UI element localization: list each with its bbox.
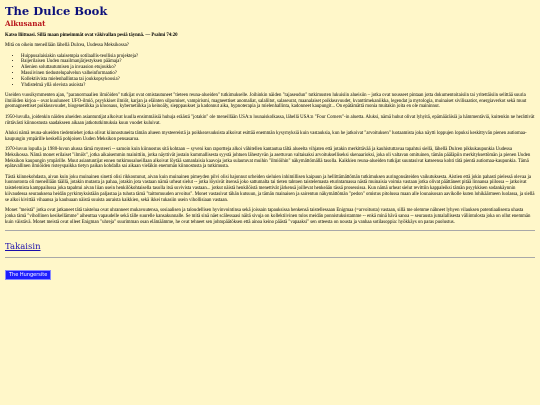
divider <box>5 257 535 258</box>
body-paragraph: 1970-luvun lopulla ja 1980-luvun alussa tämä mysteeri -- samoin kuin kiinnostus sitä kohtaan -- syveni kun raportteja alkoi vähitellen kantautua tältä alueelta vihjaten että jotakin merkittävää ja kauhistuttavaa tapahtui siellä, lähellä Dulcen pikkukaupunkia Uudessa Meksikossa. Nämä monet erilaiset "ilmiöt", jotka aikaisemmin mainittiin, jotka näyttivät jostain kummallisesta syystä johtuen lähestyvän ja asettuvan valtaisaksi arvoitukselliseksi skenaarioksi, joka oli valtavan omituinen, tämän pääläpiin merkityksettömän ja pienen Uuden Meksikon kaupungin ympärille. Muut asiantuntijat ennen tutkimusalueillaan alkoivat löytää samanlaisia kaavoja jotka sulautuvat muihin "ilmiöihin" näkymättömällä tasolla. Kaikkien reuna-alueiden tutkijat suuntasivat katseensa kohti tätä pientä autiomaa-kaupunkia. Tämä epätavallinen ilmiöiden risteyspaikka tietyn paikan kohdalla sai aikaan vieläkin enemmän kiinnostusta ja tutkimusta. <box>5 146 531 170</box>
intro-question: Mitä on oikein meneillään lähellä Dulcea, Uudessa Meksikossa? <box>5 43 129 49</box>
epigraph-quote: Katso lliittoasi. Sillä maan pimeimmät ovat väkivallan pesiä täynnä. — Psalmi 74:20 <box>5 33 178 38</box>
body-paragraph: Aluksi nämä reuna-alueiden tiedemiehet jotka olivat kiinnostuneita tämän alueen mysteereistä ja poikkeavuuksista alkoivat esittää enemmän kysymyksiä kuin vastauksia, kun he jatkoivat "arvoituksen" luotaamista joka näytti loppujen lopuksi keskittyvän pienen autiomaa-kaupungin ympärille keskellä pohjoisen Uuden Meksikon pensasaroa. <box>5 130 527 142</box>
list-item: • Huippusalaisiakin salaisempia sotilaallis-teollisia projekteja? <box>21 54 535 60</box>
body-paragraph: Useiden vuosikymmenten ajan, "paranormaalien ilmiöiden" tutkijat ovat omistautuneet "tieteen reuna-alueiden" tutkimukselle. Joihinkin näiden "rajaseudun" tutkimusten lukuisiin alueisiin – jotka ovat nousseet pintaan jotta dokumentoitaisiin tai yritettäisiin selittää suuria ilmiöiden kirjoa – ovat kuuluneet: UFO-ilmiö, psyykkiset ilmiöt, karjan ja eläinten silpomiset, vampirismi, magneettiset anomaliat, salaliitot, salaseurat, maanalaiset poikkeavuudet, kvanttimekaniikka, legendat ja mytologia, muinaiset sivilisaatiot, energiaverkot sekä muut geomagneettiset poikkeavuudet, biogenetiikka ja kloonaus, kybernetiikka ja keinoäly, siepppaukset ja kadonnut aika, hypnoterapia ja mielenhallinta, kadonneet kaupungit... On epätämättä monia muitakin joita en ole maininnut. <box>5 92 527 110</box>
list-item: • Kollektiivista mielenhallintaa tai joukkopsykoosia? <box>21 77 535 83</box>
page-title: The Dulce Book <box>5 4 108 18</box>
back-link[interactable]: Takaisin <box>5 242 41 253</box>
body-paragraph: Monet "meistä" jotka ovat jatkaneet tätä taistelua ovat uhranneet mukavuutensa, sosiaalisen ja taloudellisen hyvinvointinsa sekä joissain tapauksissa henkensä taistellessaan Enigmaa (=arvoitusta) vastaan, sillä me olemme nähneet lyhyen vilauksen potentiaalisesta uhasta jonka tämä "vihollinen kesikellämme" aiheuttaa vapaudelle sekä tälle suurelle kansakunnalle. Se mitä sinä näet scälessaasi näitä sivuja on kollektiivinen tulos meidän ponnistuksistamme -- enkä minä hävä sanoa -- seurausta jumalallisesta väliintulosta joka on ollut enemmän kuin väistävä. Monet meistä ovat olleet Enigman "uhreja" suurimman osan elämäämme, he ovat tehneet sen johtopäätöksen että ainoa keino päästä "vapaaksi" sen otteesta on nousta ja vanhaa sotilasoppia: hyökkäys on paras puolustus. <box>5 208 531 225</box>
section-heading: Alkusanat <box>5 19 46 28</box>
list-item: • Baijerilaisen Uuden maailmanjärjestyksen päämaja? <box>21 59 535 65</box>
hungersite-button[interactable]: The Hungersite <box>5 270 51 280</box>
list-item: • Massiivinen tiedustelupalvelun valheinformaatio? <box>21 71 535 77</box>
list-item: • Alienien soluttautumisen ja invaasion etujoukko? <box>21 65 535 71</box>
question-list <box>5 54 535 89</box>
list-item: • Yhdistelmä yllä olevista asioista? <box>21 83 535 89</box>
divider <box>5 230 535 231</box>
body-paragraph: 1950-luvulla, joidenkin näiden alueiden asiantuntijat alkoivat kuulla ensimmäisiä huhuja eräästä "jotakin" ole meneillään USA:n lounaiskolkassa, lähellä USA:n "Four Corners"-in aluetta. Aluksi, nämä huhut olivat lyhyitä, epämääräisiä ja hämmentäviä, kuitenkin ne herättivät riittävästi kiinnostusta saadakseen aikaan jatkotutkimuksia kuun vuodet kuluivat. <box>5 114 535 126</box>
body-paragraph: Tästä kiinnekohdasta, aivan kuin joku muinainen sinetti olisi rikkoutunut, aivan kuin muinainen pimeyden pilvi olisi hajonnut urheiden sieluien inhimillisen kaipuun ja hellittämättömän tutkimuksen auringonsäteiden vaikutuksesta. Aistien että jokin pahasti pielessä olevaa ja luonnotonta oli meneillään täällä, jotakin mutasta ja pahaa, jotakin jota vastaan nämä urheat sielut -- jotka löysivät itsensä joko sattumalta tai tieten tahtoen taistelemasta eturintamassa nästä muinaisia voimia vastaan jotka olivat päättäneet pitää linnansa piilossa -- jatkoivat taistelemista kamppailussa joka tapahtui aivan liian usein henkilökohtaisella tasolla itsä suvivista vastaan... jotkut näistä henkilöistä menettivät järkensä joillevat henkeään tässä prosessissa. Kun nämä urheat sielut revittiin kappaleiksi tämän psyykkisen sodankäynnin kiivaudessa seurauksena heidän pyrkimyksistään paljastaa ja tuhota tämä "taittomuuden arvoitus". Monet vastasivat tähän kutsuun, ja tämän mainaisen ja sairentun näkymättömän "pedon" omistus pitolussa maan alle lounaisosan aavikolle kuten lohikäärmeen luolassa, ja siellä se alkoi kivittää vihaansa ja kauhuaan näistä suuista auraista kaikkien, sekä ikkei tukasiin usein vihollisiaan vastaan. <box>5 174 535 203</box>
